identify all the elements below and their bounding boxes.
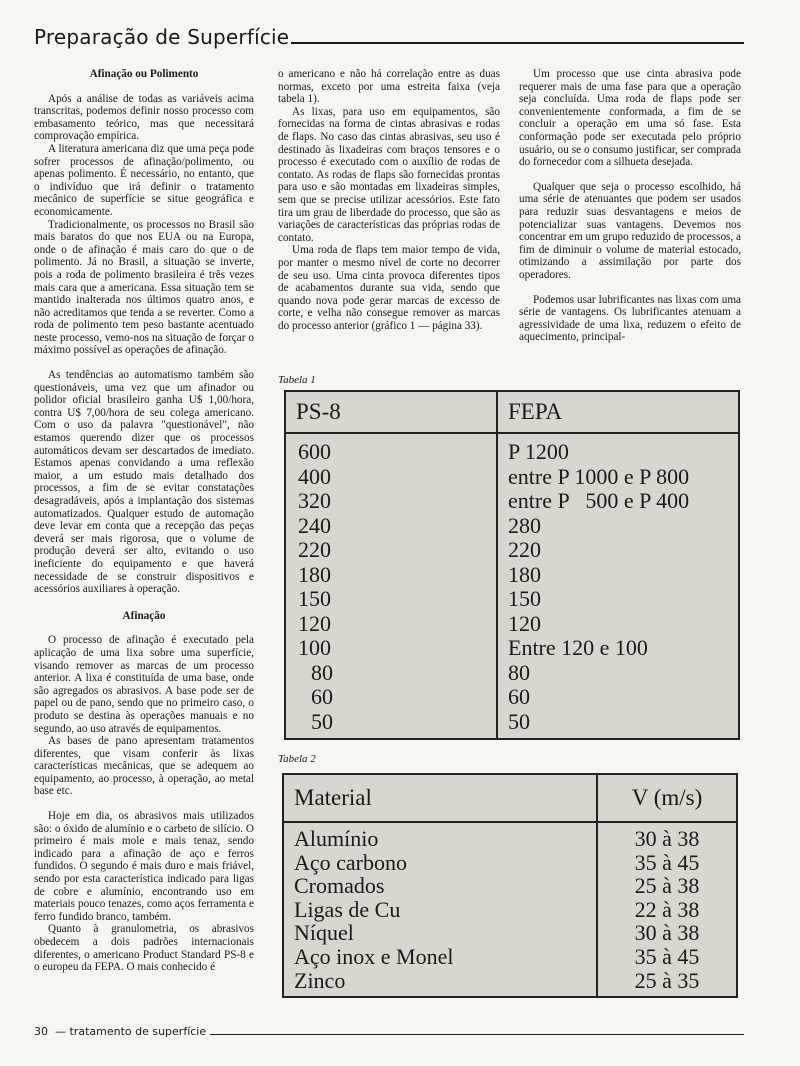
table-cell: 60 (508, 684, 530, 709)
table-cell: Aço carbono (294, 849, 408, 875)
table-1 (284, 390, 740, 740)
table-cell: Aço inox e Monel (294, 943, 454, 969)
table-cell: 220 (508, 537, 541, 562)
paragraph: Um processo que use cinta abrasiva pode requerer mais de uma fase para que a operação seja concluída. Uma roda de flaps pode ser convenientemente conformada, a fim de se concluir a operação em uma só fase. Esta conformação pode ser executada pelo próprio usuário, ou se o consumo justificar, ser comprada do fornecedor com a silhueta desejada. (519, 68, 741, 169)
column-2 (278, 68, 500, 332)
table-cell: 240 (298, 512, 331, 538)
table-body-row (285, 433, 739, 739)
table-cell: Cromados (294, 873, 385, 899)
table-cell: 50 (311, 708, 333, 734)
table-cell: 30 à 38 (634, 920, 700, 946)
column-3 (519, 68, 741, 344)
table-cell: 25 à 38 (634, 873, 700, 899)
paragraph: Hoje em dia, os abrasivos mais utilizados são: o óxido de alumínio e o carbeto de silício. O primeiro é mais mole e mais tenaz, sendo indicado para a afinação de aço e ferros fundidos. O segundo é mais duro e mais friável, sendo por esta característica indicado para ligas de cobre e alumínio, encontrando uso em materiais pouco tenazes, como aços ferramenta e ferro fundido branco, também. (34, 810, 254, 923)
table-cell: 25 à 35 (634, 967, 700, 993)
table-cell: 80 (508, 659, 530, 685)
table-header-row (285, 391, 739, 433)
table-cell: Níquel (294, 920, 354, 946)
fepa-column (497, 433, 739, 739)
column-1 (34, 68, 254, 974)
table-cell: 120 (298, 610, 331, 636)
paragraph: A literatura americana diz que uma peça pode sofrer processos de afinação/polimento, ou apenas polimento. É necessário, no entanto, que o indivíduo que irá definir o tratamento mecânico de superfície se situe geográfica e economicamente. (34, 142, 254, 218)
table-cell: 180 (298, 561, 331, 587)
table-cell: 220 (298, 537, 331, 562)
table-cell: 150 (298, 586, 331, 611)
table-header-cell: FEPA (497, 391, 739, 433)
material-column (283, 822, 597, 997)
paragraph: Tradicionalmente, os processos no Brasil são mais baratos do que nos EUA ou na Europa, onde o de afinação é mais caro do que o de polimento. Já no Brasil, a situação se inverte, pois a roda de polimento brasileira é três vezes mais cara que a americana. Essa situação tem se mantido inalterada nos últimos quatro anos, e não acreditamos que tenda a se reverter. Como a roda de polimento tem peso bastante acentuado neste processo, vemo-nos na situação de forçar o máximo possível as operações de afinação. (34, 218, 254, 357)
table-header-cell: Material (283, 774, 597, 822)
header-rule (291, 42, 744, 44)
paragraph: o americano e não há correlação entre as duas normas, exceto por uma estreita faixa (veja tabela 1). (278, 68, 500, 106)
paragraph: Após a análise de todas as variáveis acima transcritas, podemos definir nosso processo com embasamento teórico, mas que necessitará comprovação empírica. (34, 92, 254, 143)
paragraph: As lixas, para uso em equipamentos, são fornecidas na forma de cintas abrasivas e rodas de flaps. No caso das cintas abrasivas, seu uso é destinado às lixadeiras com braços tensores e o processo é executado com o auxílio de rodas de contato. As rodas de flaps são fornecidas prontas para uso e são montadas em lixadeiras simples, sem que se precise utilizar acessórios. Este fato tira um grau de liberdade do processo, que são as variações de características das próprias rodas de contato. (278, 105, 500, 244)
footer-rule (210, 1034, 744, 1035)
table-cell: 280 (508, 512, 541, 538)
table-cell: entre P 1000 e P 800 (508, 463, 690, 489)
table-cell: 400 (298, 463, 331, 489)
paragraph: Uma roda de flaps tem maior tempo de vida, por manter o mesmo nível de corte no decorrer de seu uso. Uma cinta provoca diferentes tipos de acabamentos durante sua vida, sendo que quando nova pode gerar marcas de excesso de corte, e velha não consegue remover as marcas do processo anterior (gráfico 1 — página 33). (278, 244, 500, 332)
table-header-row (283, 774, 737, 822)
paragraph: O processo de afinação é executado pela aplicação de uma lixa sobre uma superfície, visando remover as marcas de um processo anterior. A lixa é constituída de uma base, onde são agregados os abrasivos. A base pode ser de papel ou de pano, sendo que no primeiro caso, o produto se destina às operações manuais e no segundo, ao uso através de equipamentos. (34, 634, 254, 735)
table-cell: 100 (298, 635, 331, 660)
table-header-cell: V (m/s) (597, 774, 737, 822)
paragraph: As bases de pano apresentam tratamentos diferentes, que visam conferir às lixas características mecânicas, que se adequem ao equipamento, ao processo, à operação, ao metal base etc. (34, 735, 254, 798)
table-cell: Ligas de Cu (294, 896, 401, 922)
table-cell: Alumínio (294, 826, 379, 851)
table-cell: P 1200 (508, 439, 569, 464)
paragraph: As tendências ao automatismo também são questionáveis, uma vez que um afinador ou polidor oficial brasileiro ganha U$ 1,00/hora, contra U$ 7,00/hora de seu colega americano. Com o uso da palavra "questionável", não estamos querendo dizer que os processos automáticos devam ser descartados de imediato. Estamos apenas convidando a uma reflexão maior, a um estudo mais detalhado dos processos, a fim de se evitar constatações desagradáveis, após a implantação dos sistemas automatizados. Qualquer estudo de automação deve levar em conta que a recepção das peças deverá ser mais rigorosa, que o volume de produção deverá ser alto, evitando o uso ineficiente do equipamento e que haverá necessidade de se construir dispositivos e acessórios auxiliares à operação. (34, 369, 254, 596)
table-cell: 35 à 45 (634, 943, 700, 969)
speed-column (597, 822, 737, 997)
table-cell: 80 (311, 659, 333, 685)
section-heading-afinacao-polimento: Afinação ou Polimento (89, 68, 199, 80)
paragraph: Quanto à granulometria, os abrasivos obedecem a dois padrões internacionais diferentes, o americano Product Standard PS-8 e o europeu da FEPA. O mais conhecido é (34, 923, 254, 974)
table-cell: 22 à 38 (634, 896, 700, 922)
table-2-caption: Tabela 2 (278, 753, 316, 765)
table-body-row (283, 822, 737, 997)
table-cell: 180 (508, 561, 541, 587)
table-cell: 320 (298, 488, 331, 513)
section-heading-afinacao: Afinação (122, 609, 166, 622)
ps8-column (285, 433, 497, 739)
table-2 (282, 773, 738, 998)
table-cell: 50 (508, 708, 530, 734)
table-header-cell: PS-8 (285, 391, 497, 433)
table-1-caption: Tabela 1 (278, 374, 316, 386)
table-cell: 120 (508, 610, 541, 636)
paragraph: Podemos usar lubrificantes nas lixas com uma série de vantagens. Os lubrificantes atenuam a agressividade de uma lixa, reduzem o efeito de aquecimento, principal- (519, 293, 741, 344)
footer-text: 30 — tratamento de superfície (34, 1025, 207, 1038)
table-cell: 150 (508, 586, 541, 611)
table-cell: entre P 500 e P 400 (508, 488, 690, 513)
table-cell: 600 (298, 439, 331, 464)
table-cell: Zinco (294, 967, 346, 993)
page-header (34, 22, 744, 48)
table-cell: Entre 120 e 100 (508, 635, 648, 660)
table-cell: 30 à 38 (634, 826, 700, 851)
table-cell: 60 (311, 684, 333, 709)
page-title: Preparação de Superfície (34, 25, 290, 49)
page-footer (34, 1022, 744, 1038)
table-cell: 35 à 45 (634, 849, 700, 875)
paragraph: Qualquer que seja o processo escolhido, há uma série de atenuantes que podem ser usados para reduzir suas desvantagens e meios de potencializar suas vantagens. Devemos nos concentrar em um grupo reduzido de processos, a fim de diminuir o volume de material estocado, otimizando a assimilação por parte dos operadores. (519, 180, 741, 281)
